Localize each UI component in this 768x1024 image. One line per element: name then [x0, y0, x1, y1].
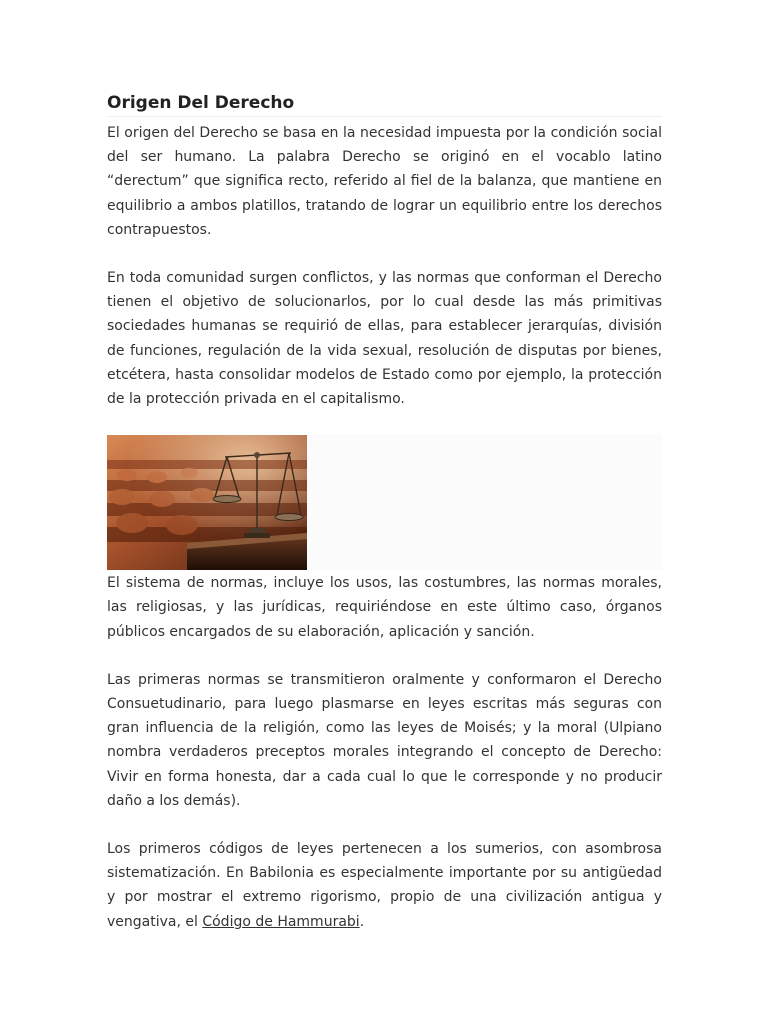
hammurabi-code-link[interactable]: Código de Hammurabi [202, 913, 360, 930]
document-page [107, 88, 662, 958]
figure-row [107, 435, 662, 570]
paragraph-first-norms: Las primeras normas se transmitieron oralmente y conformaron el Derecho Consuetudinario, para luego plasmarse en leyes escritas más seguras con gran influencia de la religión, como las leyes de Moisés; y la moral (Ulpiano nombra verdaderos preceptos morales integrando el concepto de Derecho: Vivir en forma honesta, dar a cada cual lo que le corresponde y no producir daño a los demás). [107, 671, 662, 809]
paragraph-conflicts: En toda comunidad surgen conflictos, y las normas que conforman el Derecho tienen el objetivo de solucionarlos, por lo cual desde las más primitivas sociedades humanas se requirió de ellas, para establecer jerarquías, división de funciones, regulación de la vida sexual, resolución de disputas por bienes, etcétera, hasta consolidar modelos de Estado como por ejemplo, la protección de la protección privada en el capitalismo. [107, 270, 662, 408]
paragraph-origin: El origen del Derecho se basa en la necesidad impuesta por la condición social del ser humano. La palabra Derecho se originó en el vocablo latino “derectum” que significa recto, referido al fiel de la balanza, que mantiene en equilibrio a ambos platillos, tratando de lograr un equilibrio entre los derechos contrapuestos. [107, 125, 662, 238]
paragraph-first-codes-text: Los primeros códigos de leyes pertenecen a los sumerios, con asombrosa sistematización. En Babilonia es especialmente importante por su antigüedad y por mostrar el extremo rigorismo, propio de una civilización antigua y vengativa, el [107, 841, 662, 930]
scales-of-justice-photo [107, 435, 307, 570]
page-title: Origen Del Derecho [107, 91, 662, 117]
paragraph-first-codes [107, 837, 662, 934]
paragraph-norms-system: El sistema de normas, incluye los usos, las costumbres, las normas morales, las religiosas, y las jurídicas, requiriéndose en este último caso, órganos públicos encargados de su elaboración, aplicación y sanción. [107, 575, 662, 640]
paragraph-first-codes-end: . [359, 913, 365, 930]
